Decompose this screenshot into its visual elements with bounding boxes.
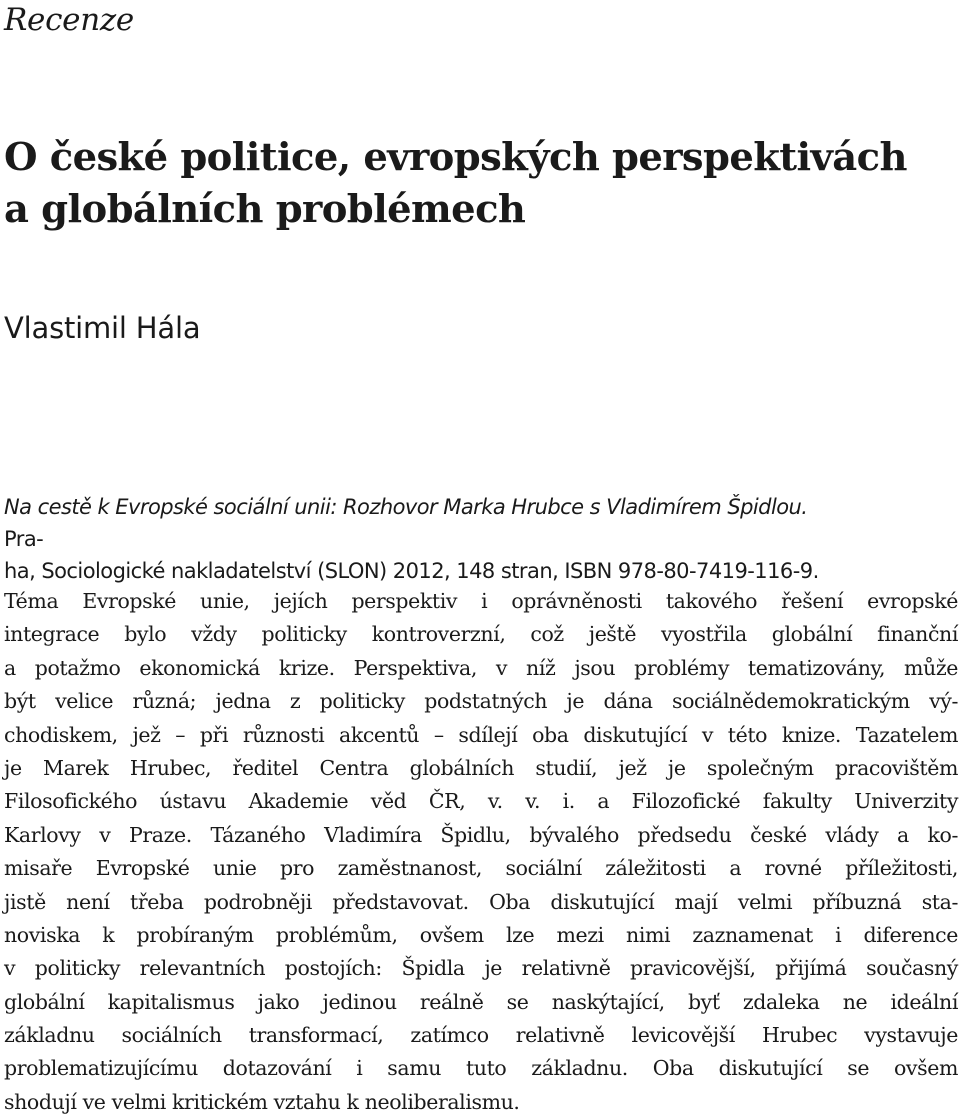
- article-title-line-1: O české politice, evropských perspektivách: [4, 135, 907, 180]
- bibliographic-reference-line-1-rest: Pra-: [4, 527, 44, 551]
- body-line: globální kapitalismus jako jedinou reálně se naskýtající, byť zdaleka ne ideální: [4, 989, 958, 1014]
- body-line: v politicky relevantních postojích: Špidla je relativně pravicovější, přijímá současný: [4, 956, 958, 981]
- body-line: jistě není třeba podrobněji představovat. Oba diskutující mají velmi příbuzná sta-: [4, 889, 958, 914]
- body-line: problematizujícímu dotazování i samu tuto základnu. Oba diskutující se ovšem: [4, 1056, 958, 1081]
- bibliographic-reference-line-1: [4, 491, 956, 555]
- body-line: chodiskem, jež – při různosti akcentů – sdílejí oba diskutující v této knize. Tazatelem: [4, 722, 958, 747]
- body-line: misaře Evropské unie pro zaměstnanost, sociální záležitosti a rovné příležitosti,: [4, 856, 958, 881]
- article-title-line-2: a globálních problémech: [4, 187, 526, 232]
- body-line: je Marek Hrubec, ředitel Centra globálních studií, jež je společným pracovištěm: [4, 755, 958, 780]
- body-line: Karlovy v Praze. Tázaného Vladimíra Špidlu, bývalého předsedu české vlády a ko-: [4, 822, 958, 847]
- body-line: být velice různá; jedna z politicky podstatných je dána sociálnědemokratickým vý-: [4, 689, 958, 714]
- body-line: základnu sociálních transformací, zatímco relativně levicovější Hrubec vystavuje: [4, 1023, 958, 1048]
- article-title: [4, 132, 954, 236]
- reviewed-book-title: Na cestě k Evropské sociální unii: Rozhovor Marka Hrubce s Vladimírem Špidlou.: [4, 495, 808, 519]
- bibliographic-reference: [4, 491, 956, 587]
- body-line: integrace bylo vždy politicky kontroverzní, což ještě vyostřila globální finanční: [4, 622, 958, 647]
- bibliographic-reference-line-2: ha, Sociologické nakladatelství (SLON) 2012, 148 stran, ISBN 978-80-7419-116-9.: [4, 559, 819, 583]
- body-line: a potažmo ekonomická krize. Perspektiva, v níž jsou problémy tematizovány, může: [4, 655, 958, 680]
- section-label: Recenze: [4, 2, 134, 38]
- body-line: Téma Evropské unie, jejích perspektiv i oprávněnosti takového řešení evropské: [4, 589, 958, 613]
- body-line: shodují ve velmi kritickém vztahu k neoliberalismu.: [4, 1089, 520, 1114]
- body-line: Filosofického ústavu Akademie věd ČR, v. v. i. a Filozofické fakulty Univerzity: [4, 789, 958, 814]
- author-name: Vlastimil Hála: [4, 311, 201, 345]
- body-line: noviska k probíraným problémům, ovšem lze mezi nimi zaznamenat i diference: [4, 922, 958, 947]
- review-body: [4, 585, 958, 1119]
